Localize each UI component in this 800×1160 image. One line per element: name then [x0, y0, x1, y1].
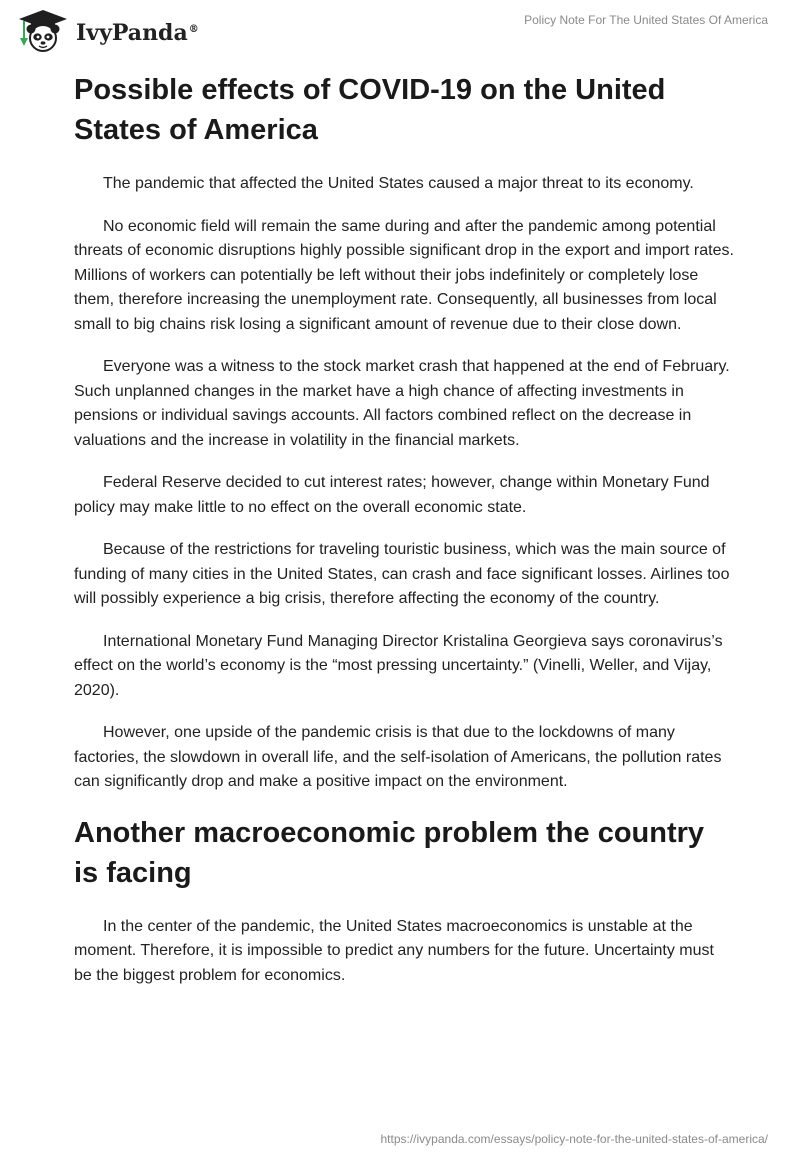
paragraph: International Monetary Fund Managing Director Kristalina Georgieva says coronavirus’s effect on the world’s economy is the “most pressing uncertainty.” (Vinelli, Weller, and Vijay, 2020). — [74, 632, 723, 699]
paragraph: Everyone was a witness to the stock market crash that happened at the end of February. Such unplanned changes in the market have a high chance of affecting investments in pensions or individual savings accounts. All factors combined reflect on the decrease in valuations and the increase in volatility in the financial markets. — [74, 358, 730, 449]
section-heading: Possible effects of COVID-19 on the United States of America — [74, 74, 666, 146]
paragraph: In the center of the pandemic, the United States macroeconomics is unstable at the moment. Therefore, it is impossible to predict any numbers for the future. Uncertainty must be the biggest problem for economics. — [74, 917, 714, 984]
paragraph: The pandemic that affected the United States caused a major threat to its economy. — [103, 175, 694, 192]
paragraph: However, one upside of the pandemic crisis is that due to the lockdowns of many factories, the slowdown in overall life, and the self-isolation of Americans, the pollution rates can significantly drop and make a positive impact on the environment. — [74, 724, 722, 790]
paragraph: Because of the restrictions for traveling touristic business, which was the main source of funding of many cities in the United States, can crash and face significant losses. Airlines too will possibly experience a big crisis, therefore affecting the economy of the country. — [74, 541, 730, 607]
panda-logo-icon — [14, 8, 72, 54]
brand-name: IvyPanda® — [76, 20, 199, 46]
section-heading: Another macroeconomic problem the country is facing — [74, 816, 705, 889]
paragraph: Federal Reserve decided to cut interest rates; however, change within Monetary Fund policy may make little to no effect on the overall economic state. — [74, 474, 710, 516]
essay-content — [74, 70, 734, 1006]
logo[interactable] — [14, 8, 199, 54]
document-title: Policy Note For The United States Of America — [524, 13, 768, 27]
paragraph: No economic field will remain the same during and after the pandemic among potential threats of economic disruptions highly possible significant drop in the export and import rates. Millions of workers can potentially be left without their jobs indefinitely or completely lose them, therefore increasing the unemployment rate. Consequently, all businesses from local small to big chains risk losing a significant amount of revenue due to their close down. — [74, 217, 734, 333]
source-url-link[interactable]: https://ivypanda.com/essays/policy-note-for-the-united-states-of-america/ — [380, 1132, 768, 1146]
